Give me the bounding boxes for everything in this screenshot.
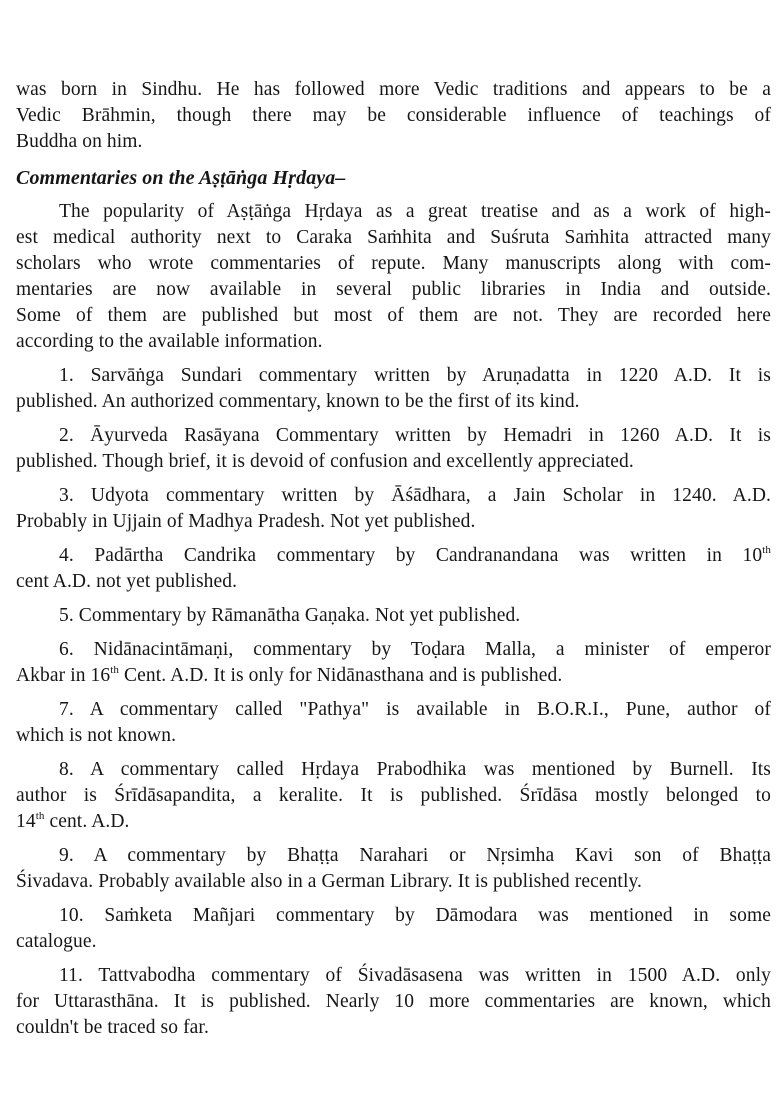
- list-item: [16, 637, 771, 689]
- list-item: [16, 697, 771, 749]
- text-line: 9. A commentary by Bhaṭṭa Narahari or Nṛsimha Kavi son of Bhaṭṭa: [59, 845, 771, 866]
- text-line: 6. Nidānacintāmaṇi, commentary by Toḍara Malla, a minister of emperor: [59, 639, 771, 660]
- text-line: Buddha on him.: [16, 131, 143, 152]
- text-line: [16, 809, 771, 835]
- list-item: [16, 843, 771, 895]
- ordinal-superscript: th: [110, 664, 120, 676]
- text-line: published. Though brief, it is devoid of confusion and excellently appreciated.: [16, 451, 634, 472]
- text-line: Śivadava. Probably available also in a German Library. It is published recently.: [16, 871, 643, 892]
- text-segment: cent. A.D.: [44, 811, 130, 832]
- text-line: Probably in Ujjain of Madhya Pradesh. Not yet published.: [16, 511, 476, 532]
- text-line: was born in Sindhu. He has followed more Vedic traditions and appears to be a: [16, 79, 771, 100]
- list-item: [16, 903, 771, 955]
- ordinal-superscript: th: [35, 810, 45, 822]
- text-line: couldn't be traced so far.: [16, 1017, 209, 1038]
- text-line: which is not known.: [16, 725, 177, 746]
- text-line: 3. Udyota commentary written by Āśādhara, a Jain Scholar in 1240. A.D.: [59, 485, 771, 506]
- text-line: 7. A commentary called "Pathya" is available in B.O.R.I., Pune, author of: [59, 699, 771, 720]
- text-line: Vedic Brāhmin, though there may be considerable influence of teachings of: [16, 105, 771, 126]
- list-item: [16, 483, 771, 535]
- text-line: est medical authority next to Caraka Saṁhita and Suśruta Saṁhita attracted many: [16, 227, 771, 248]
- text-line: 1. Sarvāṅga Sundari commentary written by Aruṇadatta in 1220 A.D. It is: [59, 365, 771, 386]
- text-line: scholars who wrote commentaries of repute. Many manuscripts along with com-: [16, 253, 771, 274]
- list-item: [16, 543, 771, 595]
- text-line: The popularity of Aṣṭāṅga Hṛdaya as a great treatise and as a work of high-: [59, 201, 771, 222]
- text-segment: Cent. A.D. It is only for Nidānasthana and is published.: [119, 665, 563, 686]
- text-line: 8. A commentary called Hṛdaya Prabodhika was mentioned by Burnell. Its: [59, 759, 771, 780]
- paragraph: [16, 77, 771, 155]
- text-line: [16, 663, 771, 689]
- text-line: author is Śrīdāsapandita, a keralite. It is published. Śrīdāsa mostly belonged to: [16, 785, 771, 806]
- text-line: mentaries are now available in several public libraries in India and outside.: [16, 279, 771, 300]
- text-line: according to the available information.: [16, 331, 323, 352]
- ordinal-superscript: th: [762, 544, 771, 556]
- list-item: [16, 757, 771, 835]
- text-line: published. An authorized commentary, known to be the first of its kind.: [16, 391, 580, 412]
- text-line: cent A.D. not yet published.: [16, 571, 238, 592]
- text-line: 2. Āyurveda Rasāyana Commentary written by Hemadri in 1260 A.D. It is: [59, 425, 771, 446]
- list-item: [16, 603, 771, 629]
- text-line: catalogue.: [16, 931, 97, 952]
- document-page: [16, 77, 771, 1041]
- list-item: [16, 363, 771, 415]
- text-segment: 4. Padārtha Candrika commentary by Candranandana was written in 10: [59, 545, 763, 566]
- section-heading: [16, 165, 771, 191]
- text-line: 5. Commentary by Rāmanātha Gaṇaka. Not yet published.: [59, 605, 521, 626]
- text-line: [16, 543, 771, 569]
- paragraph: [16, 199, 771, 355]
- text-line: 11. Tattvabodha commentary of Śivadāsasena was written in 1500 A.D. only: [59, 965, 771, 986]
- text-segment: 14: [16, 811, 36, 832]
- text-line: 10. Saṁketa Mañjari commentary by Dāmodara was mentioned in some: [59, 905, 771, 926]
- text-segment: Akbar in 16: [16, 665, 111, 686]
- text-line: Commentaries on the Aṣṭāṅga Hṛdaya–: [16, 167, 346, 189]
- text-line: Some of them are published but most of them are not. They are recorded here: [16, 305, 771, 326]
- text-line: for Uttarasthāna. It is published. Nearly 10 more commentaries are known, which: [16, 991, 771, 1012]
- list-item: [16, 423, 771, 475]
- list-item: [16, 963, 771, 1041]
